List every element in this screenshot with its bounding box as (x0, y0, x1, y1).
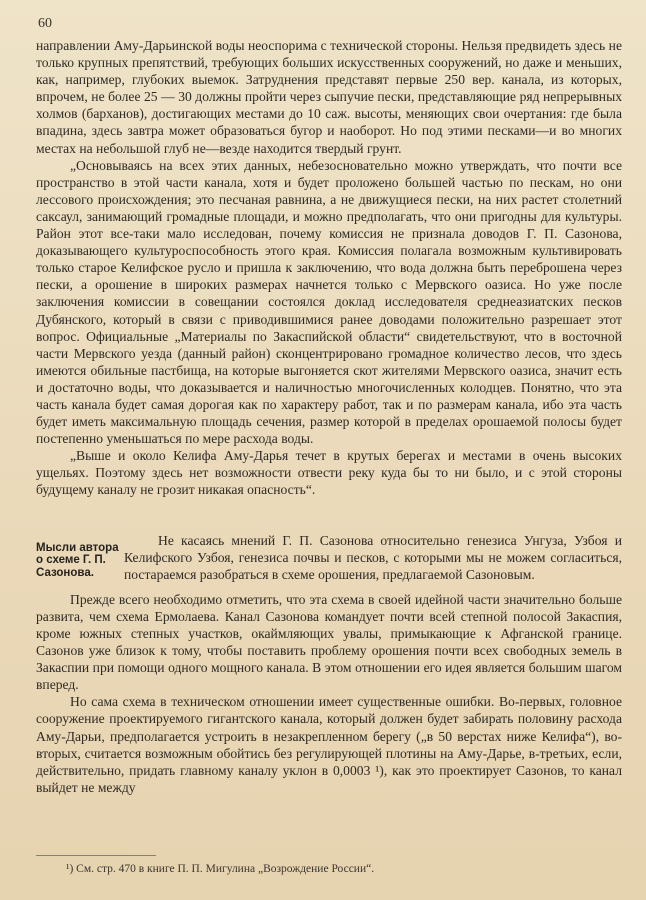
body-text (36, 37, 622, 796)
paragraph-errors: Но сама схема в техническом отношении имеет существенные ошибки. Во-первых, головное сооружение проектируемого гигантского канала, который должен будет забирать половину расхода Аму-Дарьи, предполагается устроить в незакрепленном берегу („в 50 верстах ниже Келифа“), во-вторых, считается возможным обойтись без регулирующей плотины на Аму-Дарье, в-третьих, если, действительно, придать главному каналу уклон в 0,0003 ¹), как это проектирует Сазонов, то канал выйдет не между (36, 694, 622, 795)
paragraph-quote-commission: „Основываясь на всех этих данных, небезосновательно можно утверждать, что почти все пространство в этой части канала, хотя и будет проложено большей частью по пескам, но они лессового происхождения; это песчаная равнина, а не движущиеся пески, на них растет столетний саксаул, занимающий громадные площади, и можно предполагать, что они пригодны для культуры. Район этот все-таки мало исследован, почему комиссия не признала доводов Г. П. Сазонова, доказывающего культуроспособность этого края. Комиссия полагала возможным культивировать только старое Келифское русло и пришла к заключению, что вода должна быть переброшена через пески, а орошение в широких размерах начнется только с Мервского оазиса. Но уже после заключения комиссии в совещании состоялся доклад исследователя среднеазиатских песков Дубянского, который в связи с приводившимися ранее доводами положительно разрешает этот вопрос. Официальные „Материалы по Закаспийской области“ свидетельствуют, что в восточной части Мервского уезда (данный район) сконцентрировано громадное количество лесов, что здесь имеются обильные пастбища, на которые выгоняется скот жителями Мервского оазиса, значит есть и достаточно воды, что доказывается и наличностью многочисленных колодцев. Понятно, что эта часть канала будет самая дорогая как по характеру работ, так и по размерам канала, ибо эта часть будет иметь максимальную площадь сечения, размер которой в пределах орошаемой полосы будет постепенно уменьшаться по мере расхода воды. (36, 157, 622, 447)
paragraph-opening: Не касаясь мнений Г. П. Сазонова относительно генезиса Унгуза, Узбоя и Келифского Узбоя, генезиса почвы и песков, с которыми мы не можем согласиться, постараемся разобраться в схеме орошения, предлагаемой Сазоновым. (124, 532, 622, 582)
section-gap (36, 499, 622, 532)
footnote-divider (36, 855, 156, 856)
section-opening (124, 532, 622, 583)
paragraph-idea: Прежде всего необходимо отметить, что эта схема в своей идейной части значительно больше развита, чем схема Ермолаева. Канал Сазонова командует почти всей степной полосой Закаспия, кроме южных степных участков, окаймляющих увалы, примыкающие к Афганской границе. Сазонов уже близок к тому, чтобы поставить проблему орошения почти всех свободных земель в Закаспии при помощи одного мощного канала. В этом отношении его идея является большим шагом вперед. (36, 591, 622, 693)
page-number: 60 (38, 16, 52, 31)
margin-note: Мысли автора о схеме Г. П. Сазонова. (36, 541, 119, 579)
paragraph-quote-kelif: „Выше и около Келифа Аму-Дарья течет в крутых берегах и местами в очень высоких ущельях. Поэтому здесь нет возможности отвести реку куда бы то ни было, и с этой стороны будущему каналу не грозит никакая опасность“. (36, 448, 622, 498)
paragraph-continuation: направлении Аму-Дарьинской воды неоспорима с технической стороны. Нельзя предвидеть здесь не только крупных препятствий, требующих больших искусственных сооружений, но даже и меньших, как, например, глубоких выемок. Затруднения представят первые 250 вер. канала, из которых, впрочем, не более 25 — 30 должны пройти через сыпучие пески, представляющие ряд непрерывных холмов (барханов), достигающих местами до 10 саж. высоты, меняющих свои очертания: где была впадина, здесь завтра может образоваться бугор и наоборот. Но под этими песками—и во многих местах на небольшой глуб не—везде находится твердый грунт. (36, 38, 622, 156)
section-sazonov-scheme (36, 532, 622, 583)
footnote: ¹) См. стр. 470 в книге П. П. Мигулина „Возрождение России“. (66, 863, 375, 875)
